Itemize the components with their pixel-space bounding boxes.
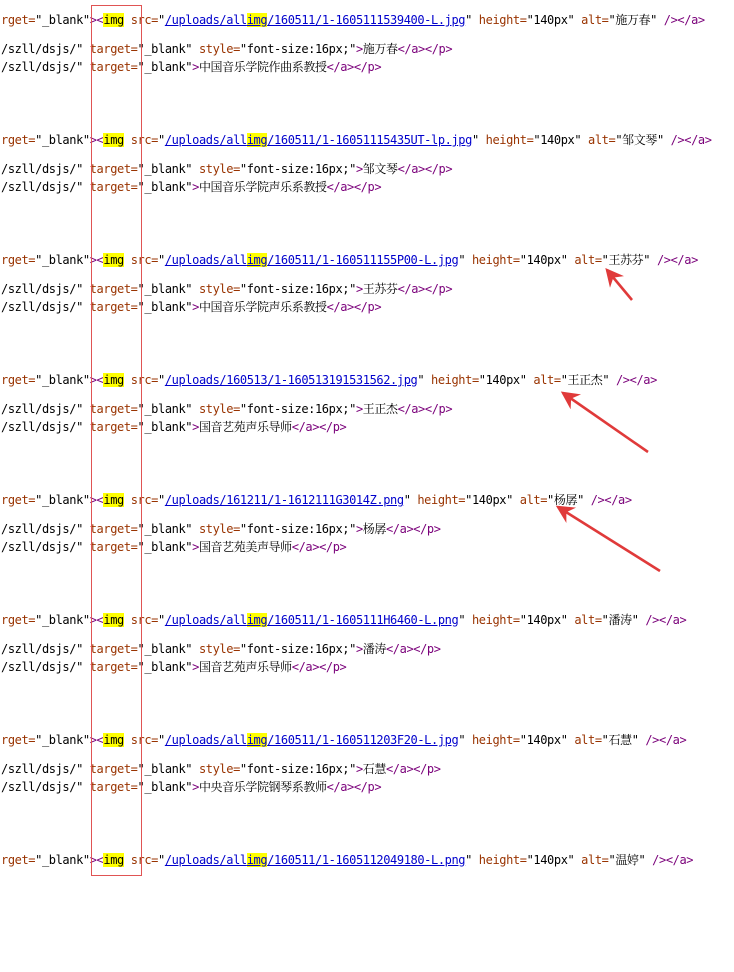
tag-close: </a></p> [397,402,453,416]
tag-close: /></a> [650,253,698,267]
attr-value: "_blank" [35,13,90,27]
highlight-img: img [103,853,124,867]
attr-value: /szll/dsjs/" [1,282,90,296]
attr-value: "font-size:16px;" [239,402,356,416]
attr-value: /szll/dsjs/" [1,60,90,74]
code-line-title [1,59,381,75]
attr-value: "font-size:16px;" [239,162,356,176]
teacher-name: 王苏芬 [362,282,398,296]
attr-value: "140px" [519,253,568,267]
attr-name: alt= [574,13,609,27]
tag-bracket: >< [89,13,104,27]
tag-bracket: > [355,282,363,296]
code-block [1,732,734,852]
attr-value: /szll/dsjs/" [1,660,90,674]
attr-name: style= [192,42,240,56]
teacher-name: 施万春 [362,42,398,56]
quote: " [656,133,664,147]
code-line-title [1,539,346,555]
code-line-name [1,521,441,537]
link-text: /uploads/all [164,733,247,747]
quote: " [643,253,651,267]
attr-name: target= [89,300,138,314]
alt-value: 邹文琴 [622,133,657,147]
attr-name: target= [89,180,138,194]
attr-name: src= [123,13,158,27]
attr-value: "140px" [519,733,568,747]
attr-name: rget= [1,133,36,147]
attr-name: src= [123,493,158,507]
tag-close: /></a> [638,613,687,627]
tag-bracket: > [192,300,199,314]
attr-value: "_blank" [137,642,193,656]
code-line-name [1,761,441,777]
quote: " [158,493,165,507]
link-text-highlight: img [246,733,268,747]
attr-value: "_blank" [137,762,193,776]
quote: " [158,853,165,867]
link-text: /uploads/all [164,13,247,27]
attr-value: "_blank" [137,780,193,794]
quote: " [158,253,165,267]
attr-name: target= [89,780,138,794]
code-line-img [1,372,657,388]
tag-close: /></a> [583,493,632,507]
attr-value: "_blank" [137,522,193,536]
attr-name: style= [192,402,240,416]
tag-bracket: > [355,642,363,656]
attr-name: height= [424,373,479,387]
teacher-title: 国音艺苑声乐导师 [198,420,292,434]
quote: " [158,373,165,387]
attr-name: rget= [1,733,36,747]
tag-bracket: >< [89,613,104,627]
teacher-title: 国音艺苑声乐导师 [198,660,292,674]
attr-value: "_blank" [137,162,193,176]
attr-value: "_blank" [137,42,193,56]
code-line-img [1,732,686,748]
attr-name: target= [89,540,138,554]
teacher-title: 中国音乐学院作曲系教授 [198,60,327,74]
link-text: /160511/1-1605112049180-L.png [267,853,466,867]
attr-value: /szll/dsjs/" [1,180,90,194]
tag-close: /></a> [663,133,712,147]
attr-name: src= [123,133,158,147]
attr-name: style= [192,762,240,776]
attr-name: rget= [1,13,36,27]
attr-name: target= [89,522,138,536]
alt-value: 王苏芬 [608,253,644,267]
attr-name: src= [123,253,158,267]
attr-name: style= [192,282,240,296]
attr-name: alt= [512,493,548,507]
code-line-title [1,779,381,795]
teacher-name: 石慧 [362,762,386,776]
quote: " [417,373,425,387]
code-line-name [1,641,441,657]
teacher-name: 邹文琴 [362,162,398,176]
attr-name: target= [89,420,138,434]
attr-value: "font-size:16px;" [239,642,356,656]
tag-close: </a></p> [397,162,453,176]
tag-close: </a></p> [397,282,453,296]
quote: " [631,733,639,747]
attr-name: target= [89,282,138,296]
alt-value: 温婷 [615,853,639,867]
attr-value: "_blank" [137,402,193,416]
code-line-name [1,401,452,417]
quote: " [615,133,623,147]
tag-close: /></a> [645,853,694,867]
attr-value: /szll/dsjs/" [1,522,90,536]
link-text: /160511/1-160511155P00-L.jpg [267,253,459,267]
attr-name: alt= [567,733,602,747]
attr-value: "_blank" [35,853,90,867]
tag-close: </a></p> [326,300,382,314]
teacher-title: 中央音乐学院钢琴系教师 [198,780,327,794]
tag-close: </a></p> [326,780,382,794]
link-text: /uploads/all [164,253,247,267]
quote: " [608,13,616,27]
tag-bracket: >< [89,373,104,387]
highlight-img: img [103,733,124,747]
alt-value: 潘涛 [608,613,632,627]
tag-close: </a></p> [385,522,441,536]
attr-value: "_blank" [137,300,193,314]
tag-bracket: > [355,42,363,56]
code-block [1,852,734,972]
attr-name: alt= [567,253,602,267]
tag-bracket: > [355,522,363,536]
tag-close: </a></p> [326,180,382,194]
tag-bracket: >< [89,733,104,747]
attr-value: "140px" [465,493,513,507]
highlight-img: img [103,493,124,507]
attr-value: "_blank" [137,180,193,194]
code-block [1,372,734,492]
attr-value: /szll/dsjs/" [1,540,90,554]
attr-value: "140px" [478,373,527,387]
quote: " [158,133,165,147]
attr-value: "140px" [526,13,575,27]
attr-name: height= [471,853,527,867]
attr-name: rget= [1,613,36,627]
attr-name: alt= [526,373,561,387]
attr-value: "_blank" [35,493,90,507]
attr-name: style= [192,162,240,176]
quote: " [602,373,610,387]
tag-bracket: > [192,780,199,794]
attr-value: "_blank" [35,253,90,267]
teacher-title: 国音艺苑美声导师 [198,540,292,554]
attr-value: /szll/dsjs/" [1,402,90,416]
code-line-img [1,252,698,268]
quote: " [465,853,472,867]
attr-name: target= [89,162,138,176]
tag-close: /></a> [609,373,657,387]
quote: " [158,733,165,747]
code-line-name [1,281,452,297]
attr-name: height= [465,613,520,627]
code-block [1,132,734,252]
attr-name: target= [89,660,138,674]
attr-name: alt= [567,613,602,627]
attr-value: "_blank" [35,133,90,147]
quote: " [465,13,472,27]
attr-name: rget= [1,253,36,267]
code-line-img [1,852,693,868]
image-src-link[interactable] [165,493,404,507]
link-text: /uploads/161211/1-1612111G3014Z.png [164,493,404,507]
attr-value: "_blank" [35,613,90,627]
image-src-link[interactable] [165,133,472,147]
code-line-name [1,41,452,57]
attr-value: "font-size:16px;" [239,762,356,776]
code-block [1,12,734,132]
attr-value: /szll/dsjs/" [1,780,90,794]
code-line-title [1,419,346,435]
quote: " [601,253,609,267]
quote: " [608,853,616,867]
link-text-highlight: img [246,613,268,627]
attr-name: style= [192,522,240,536]
attr-name: src= [123,853,158,867]
attr-name: height= [465,733,520,747]
alt-value: 杨孱 [553,493,578,507]
tag-close: </a></p> [385,762,441,776]
attr-name: rget= [1,493,36,507]
teacher-name: 杨孱 [362,522,386,536]
quote: " [458,733,466,747]
tag-bracket: > [355,402,363,416]
code-line-title [1,659,346,675]
tag-bracket: >< [89,853,104,867]
attr-name: target= [89,762,138,776]
tag-bracket: >< [89,253,104,267]
image-src-link[interactable] [165,373,418,387]
link-text: /160511/1-16051115435UT-lp.jpg [267,133,472,147]
link-text: /uploads/all [164,613,247,627]
attr-name: target= [89,42,138,56]
attr-name: target= [89,642,138,656]
attr-value: "140px" [519,613,568,627]
quote: " [403,493,411,507]
quote: " [601,733,609,747]
quote: " [471,133,479,147]
link-text: /uploads/160513/1-160513191531562.jpg [164,373,418,387]
tag-close: /></a> [656,13,705,27]
tag-close: </a></p> [385,642,441,656]
quote: " [577,493,584,507]
tag-close: </a></p> [291,420,347,434]
attr-value: "font-size:16px;" [239,282,356,296]
image-src-link[interactable] [165,253,458,267]
attr-value: /szll/dsjs/" [1,42,90,56]
attr-name: height= [465,253,520,267]
attr-name: alt= [581,133,616,147]
tag-bracket: > [192,420,199,434]
attr-value: "_blank" [137,60,193,74]
image-src-link[interactable] [165,613,458,627]
code-block [1,492,734,612]
attr-value: "font-size:16px;" [239,522,356,536]
attr-name: src= [123,733,158,747]
code-block [1,612,734,732]
attr-value: /szll/dsjs/" [1,642,90,656]
attr-value: "_blank" [137,540,193,554]
attr-name: height= [471,13,527,27]
tag-close: </a></p> [291,540,347,554]
tag-bracket: >< [89,493,104,507]
quote: " [158,613,165,627]
code-line-img [1,132,712,148]
alt-value: 石慧 [608,733,632,747]
quote: " [601,613,609,627]
teacher-title: 中国音乐学院声乐系教授 [198,300,327,314]
alt-value: 施万春 [615,13,651,27]
link-text-highlight: img [246,253,268,267]
code-line-name [1,161,452,177]
link-text: /uploads/all [164,853,247,867]
attr-name: target= [89,60,138,74]
attr-name: height= [478,133,534,147]
teacher-name: 王正杰 [362,402,398,416]
quote: " [158,13,165,27]
link-text-highlight: img [246,133,268,147]
quote: " [547,493,554,507]
attr-value: "_blank" [35,733,90,747]
attr-value: "_blank" [35,373,90,387]
highlight-img: img [103,613,124,627]
link-text-highlight: img [246,13,268,27]
tag-bracket: > [192,180,199,194]
attr-value: "_blank" [137,282,193,296]
alt-value: 王正杰 [567,373,603,387]
link-text-highlight: img [246,853,268,867]
code-line-img [1,492,632,508]
code-line-img [1,12,705,28]
attr-value: "140px" [526,853,575,867]
tag-close: /></a> [638,733,687,747]
quote: " [458,613,466,627]
link-text: /160511/1-160511203F20-L.jpg [267,733,459,747]
code-block [1,252,734,372]
quote: " [650,13,657,27]
quote: " [631,613,639,627]
attr-name: target= [89,402,138,416]
attr-value: /szll/dsjs/" [1,162,90,176]
highlight-img: img [103,13,124,27]
highlight-img: img [103,373,124,387]
attr-value: "_blank" [137,660,193,674]
attr-name: rget= [1,373,36,387]
attr-value: /szll/dsjs/" [1,420,90,434]
tag-bracket: > [355,762,363,776]
teacher-title: 中国音乐学院声乐系教授 [198,180,327,194]
tag-bracket: >< [89,133,104,147]
highlight-img: img [103,133,124,147]
attr-value: "140px" [533,133,582,147]
attr-name: style= [192,642,240,656]
tag-bracket: > [192,660,199,674]
attr-name: alt= [574,853,609,867]
image-src-link[interactable] [165,853,465,867]
attr-name: height= [410,493,466,507]
teacher-name: 潘涛 [362,642,386,656]
image-src-link[interactable] [165,733,458,747]
tag-bracket: > [192,60,199,74]
tag-close: </a></p> [397,42,453,56]
quote: " [560,373,568,387]
code-line-img [1,612,686,628]
tag-close: </a></p> [291,660,347,674]
attr-name: rget= [1,853,36,867]
attr-value: /szll/dsjs/" [1,300,90,314]
code-line-title [1,179,381,195]
attr-name: src= [123,373,158,387]
link-text: /160511/1-1605111539400-L.jpg [267,13,466,27]
image-src-link[interactable] [165,13,465,27]
attr-name: src= [123,613,158,627]
attr-value: "_blank" [137,420,193,434]
tag-bracket: > [192,540,199,554]
quote: " [638,853,646,867]
code-line-title [1,299,381,315]
link-text: /uploads/all [164,133,247,147]
tag-close: </a></p> [326,60,382,74]
link-text: /160511/1-1605111H6460-L.png [267,613,459,627]
attr-value: "font-size:16px;" [239,42,356,56]
attr-value: /szll/dsjs/" [1,762,90,776]
tag-bracket: > [355,162,363,176]
quote: " [458,253,466,267]
highlight-img: img [103,253,124,267]
